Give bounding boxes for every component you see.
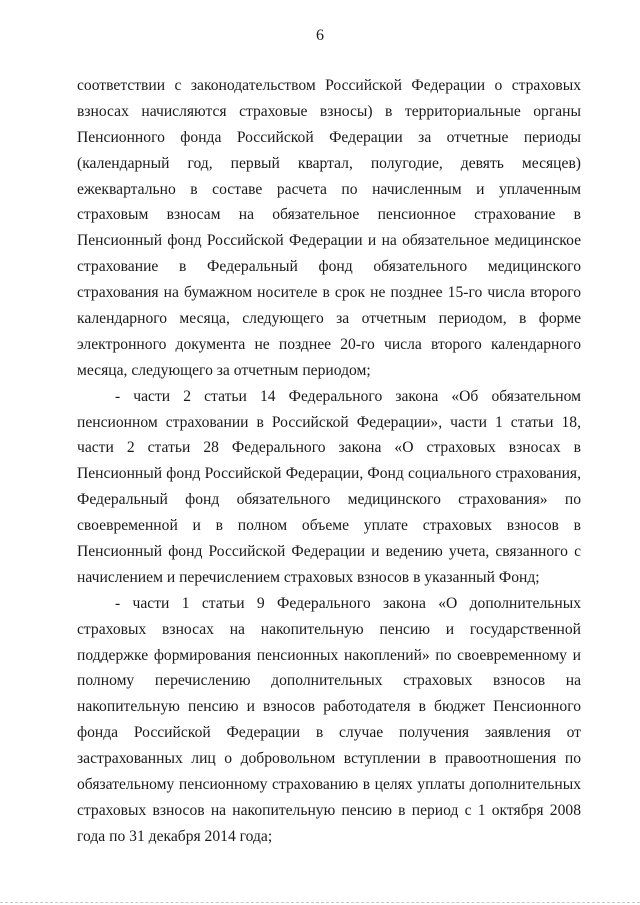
text-line: начислением и перечислением страховых взносов в указанный Фонд;: [77, 568, 540, 586]
text-line: застрахованных лиц о добровольном вступлении в правоотношения по: [77, 750, 581, 768]
paragraph-1: [77, 73, 581, 384]
text-line: соответствии с законодательством Российской Федерации о страховых: [77, 77, 581, 94]
text-line: страхования на бумажном носителе в срок не позднее 15-го числа второго: [77, 284, 581, 302]
text-line: накопительную пенсию и взносов работодателя в бюджет Пенсионного: [77, 698, 581, 716]
text-line: взносах начисляются страховые взносы) в территориальные органы: [77, 102, 581, 120]
text-line: Пенсионный фонд Российской Федерации и ведению учета, связанного с: [77, 543, 581, 561]
text-line: страхование в Федеральный фонд обязательного медицинского: [77, 258, 581, 276]
text-line: части 2 статьи 28 Федерального закона «О страховых взносах в: [77, 439, 581, 457]
text-line: поддержке формирования пенсионных накоплений» по своевременному и: [77, 646, 581, 664]
text-line: своевременной и в полном объеме уплате страховых взносов в: [77, 517, 581, 535]
text-line: года по 31 декабря 2014 года;: [77, 827, 273, 845]
text-line: пенсионном страховании в Российской Федерации», части 1 статьи 18,: [77, 413, 581, 431]
document-body: [77, 73, 581, 850]
text-line: календарного месяца, следующего за отчетным периодом, в форме: [77, 310, 581, 328]
text-line: месяца, следующего за отчетным периодом;: [77, 361, 371, 379]
text-line: Пенсионный фонд Российской Федерации, Фонд социального страхования,: [77, 465, 581, 483]
text-line: фонда Российской Федерации в случае получения заявления от: [77, 724, 581, 742]
text-line: Федеральный фонд обязательного медицинского страхования» по: [77, 491, 581, 509]
page-bottom-edge: [0, 902, 640, 903]
text-line: полному перечислению дополнительных страховых взносов на: [77, 672, 581, 690]
text-line: (календарный год, первый квартал, полугодие, девять месяцев): [77, 154, 581, 172]
text-line: обязательному пенсионному страхованию в целях уплаты дополнительных: [77, 776, 581, 794]
text-line: страховых взносов на накопительную пенсию в период с 1 октября 2008: [77, 801, 581, 819]
text-line: ежеквартально в составе расчета по начисленным и уплаченным: [77, 180, 581, 198]
text-line: страховым взносам на обязательное пенсионное страхование в: [77, 206, 581, 224]
text-line: - части 1 статьи 9 Федерального закона «О дополнительных: [115, 594, 581, 612]
text-line: электронного документа не позднее 20-го числа второго календарного: [77, 335, 581, 353]
paragraph-2: [77, 384, 581, 591]
text-line: Пенсионный фонд Российской Федерации и на обязательное медицинское: [77, 232, 581, 250]
text-line: - части 2 статьи 14 Федерального закона «Об обязательном: [115, 387, 581, 405]
paragraph-3: [77, 591, 581, 850]
text-line: Пенсионного фонда Российской Федерации за отчетные периоды: [77, 128, 581, 146]
text-line: страховых взносах на накопительную пенсию и государственной: [77, 620, 581, 638]
page-number: 6: [316, 27, 324, 44]
